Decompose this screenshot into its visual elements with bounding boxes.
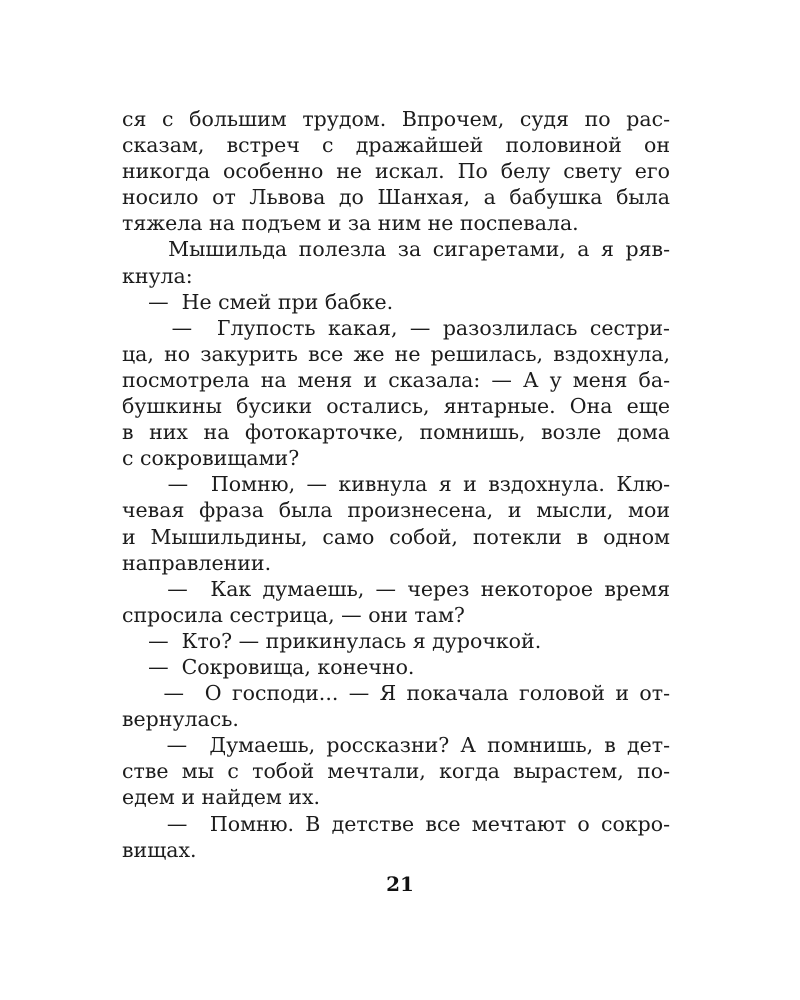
text-line: и Мышильдины, само собой, потекли в одном [122,524,670,549]
text-line: тяжела на подъем и за ним не поспевала. [122,211,579,236]
text-line: — Думаешь, россказни? А помнишь, в дет- [122,733,670,758]
text-line: сказам, встреч с дражайшей половиной он [122,133,670,158]
text-line: — Не смей при бабке. [122,289,394,314]
text-line: ца, но закурить все же не решилась, вздохнула, [122,341,670,366]
text-line: стве мы с тобой мечтали, когда вырастем, по- [122,759,670,784]
text-line: кнула: [122,263,193,288]
text-line: едем и найдем их. [122,785,321,810]
text-line: с сокровищами? [122,446,300,471]
text-line: — Как думаешь, — через некоторое время [122,576,670,601]
text-line: ся с большим трудом. Впрочем, судя по рас- [122,107,670,131]
text-line: — Кто? — прикинулась я дурочкой. [122,628,542,653]
text-line: посмотрела на меня и сказала: — А у меня ба- [122,367,670,392]
text-line: — Помню, — кивнула я и вздохнула. Клю- [122,472,670,497]
text-line: в них на фотокарточке, помнишь, возле дома [122,420,670,445]
text-line: вищах. [122,837,197,862]
text-line: — Сокровища, конечно. [122,654,415,679]
text-line: Мышильда полезла за сигаретами, а я ряв- [122,237,670,262]
text-line: — О господи... — Я покачала головой и от- [122,681,670,706]
text-line: — Помню. В детстве все мечтают о сокро- [122,811,670,836]
text-line: — Глупость какая, — разозлилась сестри- [122,315,670,340]
text-line: вернулась. [122,707,239,732]
body-text [122,106,670,863]
text-line: бушкины бусики остались, янтарные. Она еще [122,394,670,419]
text-line: спросила сестрица, — они там? [122,602,465,627]
text-line: чевая фраза была произнесена, и мысли, мои [122,498,670,523]
text-line: носило от Львова до Шанхая, а бабушка была [122,185,670,210]
text-line: направлении. [122,550,272,575]
text-line: никогда особенно не искал. По белу свету его [122,159,670,184]
page-number: 21 [386,872,414,896]
